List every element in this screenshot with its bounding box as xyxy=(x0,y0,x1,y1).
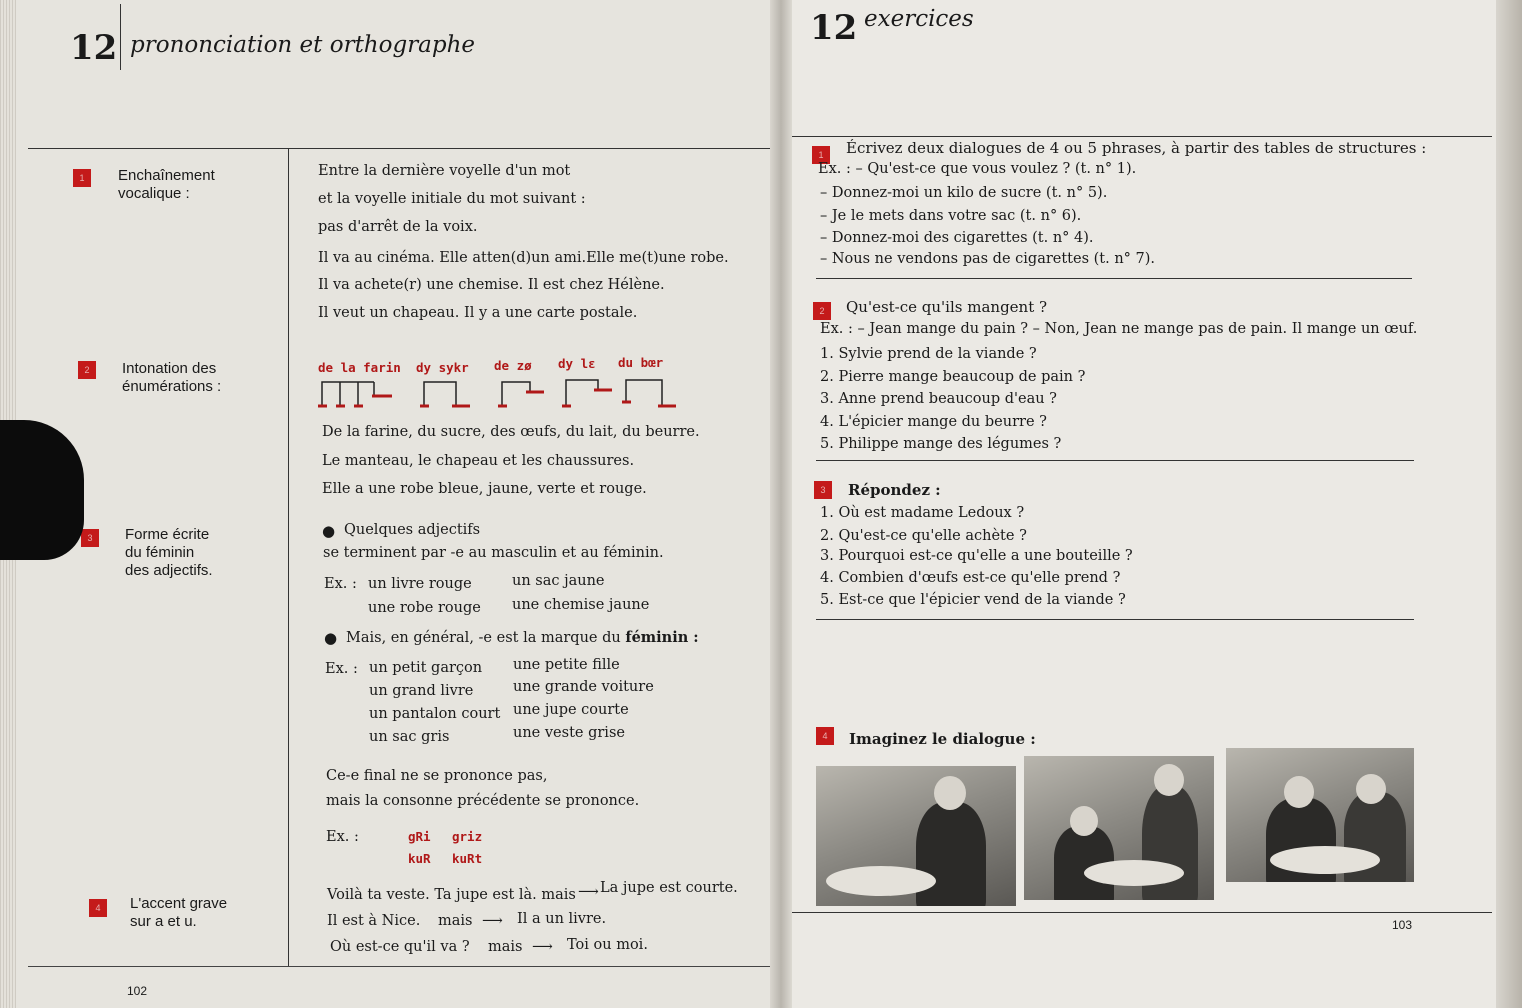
exercise-line: 3. Anne prend beaucoup d'eau ? xyxy=(820,391,1057,407)
exercise-title-2: Qu'est-ce qu'ils mangent ? xyxy=(846,298,1048,316)
photo-1 xyxy=(816,766,1016,906)
phonetic-label: dy sykr xyxy=(416,360,469,375)
s1-line: Entre la dernière voyelle d'un mot xyxy=(318,163,571,179)
s2-example: Le manteau, le chapeau et les chaussures. xyxy=(322,453,635,469)
ex-label: Ex. : xyxy=(324,576,357,592)
s4-mais: mais xyxy=(438,913,473,929)
s3-ex1-m2: un sac jaune xyxy=(512,573,605,589)
arrow-icon: ⟶ xyxy=(482,913,503,929)
phonetic-label: griz xyxy=(452,829,483,844)
bottom-rule xyxy=(28,966,780,967)
header-divider xyxy=(120,4,121,70)
phonetic-label: gRi xyxy=(408,829,431,844)
rule xyxy=(816,278,1412,279)
section-label-3: Forme écrite du féminin des adjectifs. xyxy=(125,526,213,579)
exercise-line: 4. L'épicier mange du beurre ? xyxy=(820,414,1047,430)
exercise-line: 1. Où est madame Ledoux ? xyxy=(820,505,1025,521)
section-number-3: 3 xyxy=(81,529,99,547)
s3-bullet2: Mais, en général, -e est la marque du féminin : xyxy=(346,629,699,646)
section-number-2: 2 xyxy=(78,361,96,379)
phonetic-label: du bœr xyxy=(618,355,664,370)
section-label-4: L'accent grave sur a et u. xyxy=(130,895,228,930)
exercise-number-1: 1 xyxy=(812,146,830,164)
exercise-line: 3. Pourquoi est-ce qu'elle a une bouteille ? xyxy=(820,548,1133,564)
photo-2 xyxy=(1024,756,1214,900)
exercise-number-4: 4 xyxy=(816,727,834,745)
column-divider xyxy=(288,148,289,966)
exercise-line: – Donnez-moi un kilo de sucre (t. n° 5). xyxy=(820,185,1108,201)
phonetic-label: kuR xyxy=(408,851,431,866)
exercise-line: Ex. : – Jean mange du pain ? – Non, Jean ne mange pas de pain. Il mange un œuf. xyxy=(820,321,1418,337)
s3-ex2-m: un sac gris xyxy=(369,729,450,745)
exercise-number-2: 2 xyxy=(813,302,831,320)
exercise-line: 2. Qu'est-ce qu'elle achète ? xyxy=(820,528,1027,544)
exercise-line: – Donnez-moi des cigarettes (t. n° 4). xyxy=(820,230,1094,246)
bullet: ● xyxy=(324,629,338,647)
rule xyxy=(816,460,1414,461)
s3-ex2-f: une jupe courte xyxy=(513,702,629,718)
phonetic-label: dy lɛ xyxy=(558,356,596,371)
section-number-4: 4 xyxy=(89,899,107,917)
right-page xyxy=(780,0,1502,1008)
page-title: exercices xyxy=(864,6,974,32)
section-label-2: Intonation des énumérations : xyxy=(122,360,222,395)
s4-mais: mais xyxy=(488,939,523,955)
s1-line: pas d'arrêt de la voix. xyxy=(318,219,478,235)
page-title: prononciation et orthographe xyxy=(130,32,476,58)
section-label-1: Enchaînement vocalique : xyxy=(118,167,215,202)
s3-ex2-m: un grand livre xyxy=(369,683,474,699)
exercise-title-1: Écrivez deux dialogues de 4 ou 5 phrases, à partir des tables de structures : xyxy=(846,139,1427,157)
rule xyxy=(816,619,1414,620)
arrow-icon: ⟶ xyxy=(532,939,553,955)
top-rule xyxy=(780,136,1492,137)
arrow-icon: ⟶ xyxy=(578,884,599,900)
page-number: 103 xyxy=(1392,918,1413,932)
chapter-number: 12 xyxy=(810,8,858,48)
top-rule xyxy=(28,148,780,149)
s3-ex2-m: un petit garçon xyxy=(369,660,483,676)
exercise-line: 5. Philippe mange des légumes ? xyxy=(820,436,1062,452)
s3-ex2-f: une petite fille xyxy=(513,657,620,673)
section-number-1: 1 xyxy=(73,169,91,187)
s3-rule2: mais la consonne précédente se prononce. xyxy=(326,793,640,809)
page-edges xyxy=(1496,0,1522,1008)
s3-rule1: se terminent par -e au masculin et au féminin. xyxy=(323,545,664,561)
exercise-line: Ex. : – Qu'est-ce que vous voulez ? (t. n° 1). xyxy=(818,161,1137,177)
exercise-line: 4. Combien d'œufs est-ce qu'elle prend ? xyxy=(820,570,1121,586)
exercise-title-3: Répondez : xyxy=(848,481,941,499)
s4-example: La jupe est courte. xyxy=(600,880,738,896)
ex-label: Ex. : xyxy=(325,661,358,677)
exercise-line: – Nous ne vendons pas de cigarettes (t. n° 7). xyxy=(820,251,1156,267)
page-number: 102 xyxy=(127,984,148,998)
s1-example: Il va achete(r) une chemise. Il est chez Hélène. xyxy=(318,277,665,293)
s3-ex1-f2: une chemise jaune xyxy=(512,597,650,613)
exercise-title-4: Imaginez le dialogue : xyxy=(849,730,1036,748)
exercise-line: 1. Sylvie prend de la viande ? xyxy=(820,346,1037,362)
exercise-line: 5. Est-ce que l'épicier vend de la viande ? xyxy=(820,592,1126,608)
s4-example: Il a un livre. xyxy=(517,911,607,927)
s4-example: Voilà ta veste. Ta jupe est là. mais xyxy=(327,887,576,903)
s1-example: Il veut un chapeau. Il y a une carte postale. xyxy=(318,305,638,321)
phonetic-label: de zø xyxy=(494,358,532,373)
exercise-number-3: 3 xyxy=(814,481,832,499)
s3-ex2-f: une veste grise xyxy=(513,725,625,741)
s4-example: Il est à Nice. xyxy=(327,913,421,929)
phonetic-label: kuRt xyxy=(452,851,483,866)
s3-ex2-f: une grande voiture xyxy=(513,679,654,695)
exercise-line: – Je le mets dans votre sac (t. n° 6). xyxy=(820,208,1082,224)
bullet: ● xyxy=(322,522,336,540)
exercise-line: 2. Pierre mange beaucoup de pain ? xyxy=(820,369,1086,385)
photo-3 xyxy=(1226,748,1414,882)
s4-example: Toi ou moi. xyxy=(567,937,648,953)
s3-ex2-m: un pantalon court xyxy=(369,706,501,722)
s4-example: Où est-ce qu'il va ? xyxy=(330,939,470,955)
s2-example: De la farine, du sucre, des œufs, du lait, du beurre. xyxy=(322,424,700,440)
s3-ex1-m: un livre rouge xyxy=(368,576,472,592)
s3-bullet1: Quelques adjectifs xyxy=(344,522,481,538)
s2-example: Elle a une robe bleue, jaune, verte et rouge. xyxy=(322,481,647,497)
chapter-number: 12 xyxy=(70,28,118,68)
s3-ex1-f: une robe rouge xyxy=(368,600,481,616)
s1-example: Il va au cinéma. Elle atten(d)un ami.Elle me(t)une robe. xyxy=(318,250,729,266)
s3-rule2: Ce-e final ne se prononce pas, xyxy=(326,768,548,784)
intonation-diagram xyxy=(318,374,678,414)
book-gutter xyxy=(770,0,792,1008)
ex-label: Ex. : xyxy=(326,829,359,845)
phonetic-label: de la farin xyxy=(318,360,401,375)
thumb xyxy=(0,420,84,560)
s1-line: et la voyelle initiale du mot suivant : xyxy=(318,191,586,207)
bottom-rule xyxy=(784,912,1492,913)
